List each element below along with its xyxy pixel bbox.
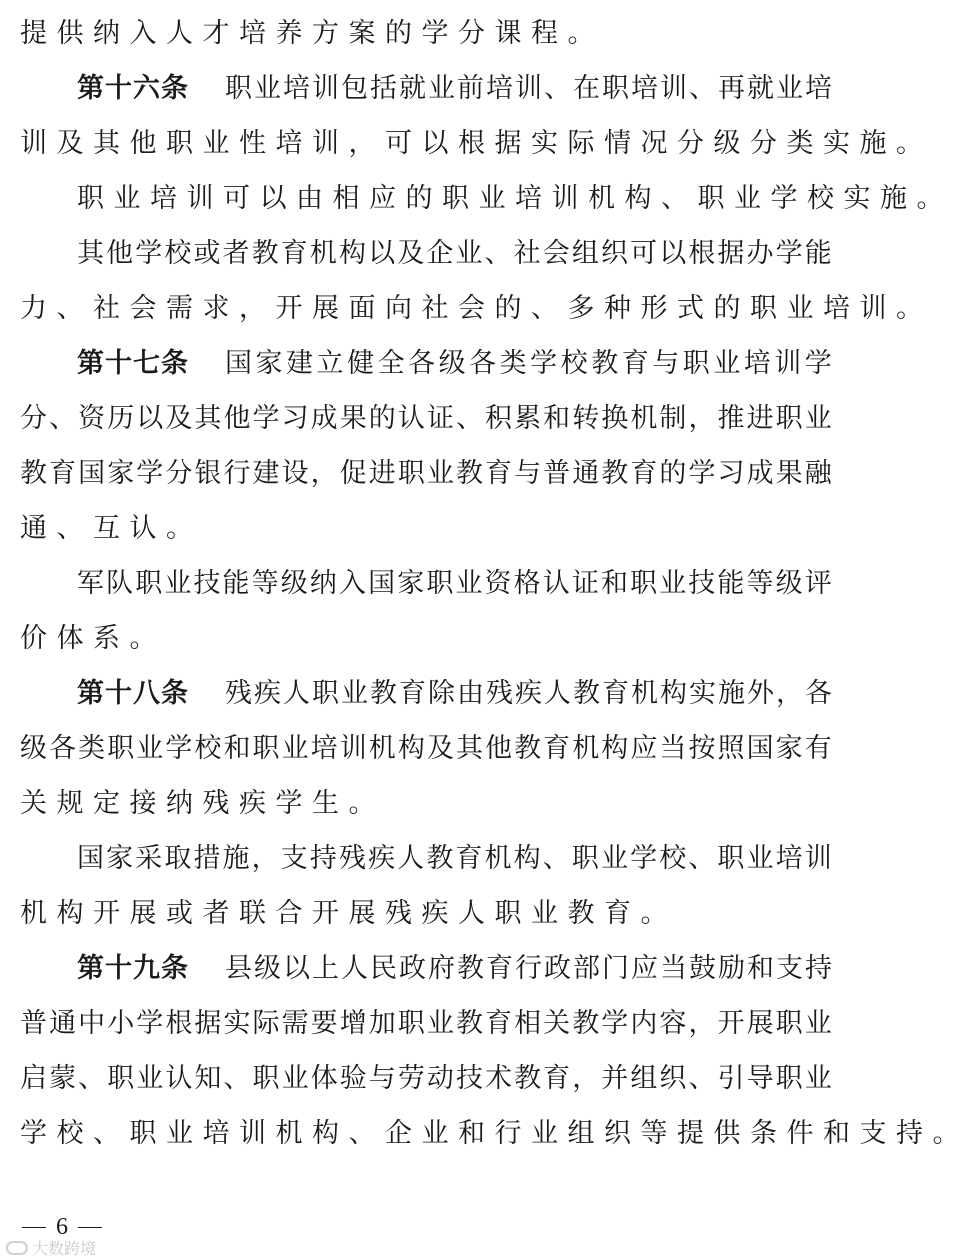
- text-line: [20, 124, 933, 164]
- footer-dash-left: [22, 1227, 46, 1229]
- footer-dash-right: [78, 1227, 102, 1229]
- article-heading: 第十八条: [77, 678, 189, 709]
- line-text: 分 、 资 历 以 及 其 他 学 习 成 果 的 认 证 、 积 累 和 转 换 机 制 ， 推 进 职 业: [20, 403, 832, 434]
- text-line: [20, 14, 832, 54]
- text-line: [20, 1059, 832, 1099]
- text-line: [20, 894, 832, 934]
- text-line: [20, 784, 832, 824]
- watermark: [6, 1236, 96, 1259]
- text-line: [77, 234, 832, 274]
- line-text: 国 家 采 取 措 施 ， 支 持 残 疾 人 教 育 机 构 、 职 业 学 校 、 职 业 培 训: [77, 843, 832, 874]
- article-heading: 第十七条: [77, 348, 189, 379]
- article-heading: 第十六条: [77, 73, 189, 104]
- line-text: 学校、职业培训机构、企业和行业组织等提供条件和支持。: [20, 1118, 969, 1149]
- text-line: [20, 289, 933, 329]
- watermark-text: 大数跨境: [32, 1239, 97, 1258]
- text-line: [77, 839, 832, 879]
- line-text: 提供纳入人才培养方案的学分课程。: [20, 18, 604, 49]
- text-line: [77, 69, 832, 109]
- text-line: [77, 344, 832, 384]
- text-line: [20, 1114, 969, 1154]
- line-text: 残 疾 人 职 业 教 育 除 由 残 疾 人 教 育 机 构 实 施 外 ， 各: [225, 678, 832, 709]
- text-line: [20, 454, 832, 494]
- text-line: [77, 949, 832, 989]
- text-line: [20, 619, 832, 659]
- line-text: 教 育 国 家 学 分 银 行 建 设 ， 促 进 职 业 教 育 与 普 通 教 育 的 学 习 成 果 融: [20, 458, 832, 489]
- line-text: 职业培训可以由相应的职业培训机构、职业学校实施。: [77, 183, 953, 214]
- line-text: 训及其他职业性培训，可以根据实际情况分级分类实施。: [20, 128, 933, 159]
- text-line: [20, 1004, 832, 1044]
- text-line: [77, 179, 953, 219]
- text-line: [77, 674, 832, 714]
- line-text: 力、社会需求，开展面向社会的、多种形式的职业培训。: [20, 293, 933, 324]
- text-line: [20, 729, 832, 769]
- line-text: 军 队 职 业 技 能 等 级 纳 入 国 家 职 业 资 格 认 证 和 职 业 技 能 等 级 评: [77, 568, 832, 599]
- line-text: 通、互认。: [20, 513, 203, 544]
- line-text: 县 级 以 上 人 民 政 府 教 育 行 政 部 门 应 当 鼓 励 和 支 持: [225, 953, 832, 984]
- line-text: 关规定接纳残疾学生。: [20, 788, 385, 819]
- text-line: [77, 564, 832, 604]
- watermark-logo-icon: [6, 1241, 28, 1255]
- article-heading: 第十九条: [77, 953, 189, 984]
- line-text: 其 他 学 校 或 者 教 育 机 构 以 及 企 业 、 社 会 组 织 可 以 根 据 办 学 能: [77, 238, 832, 269]
- line-text: 机构开展或者联合开展残疾人职业教育。: [20, 898, 677, 929]
- line-text: 启 蒙 、 职 业 认 知 、 职 业 体 验 与 劳 动 技 术 教 育 ， 并 组 织 、 引 导 职 业: [20, 1063, 832, 1094]
- line-text: 国 家 建 立 健 全 各 级 各 类 学 校 教 育 与 职 业 培 训 学: [225, 348, 832, 379]
- line-text: 普 通 中 小 学 根 据 实 际 需 要 增 加 职 业 教 育 相 关 教 学 内 容 ， 开 展 职 业: [20, 1008, 832, 1039]
- line-text: 职 业 培 训 包 括 就 业 前 培 训 、 在 职 培 训 、 再 就 业 培: [225, 73, 832, 104]
- text-line: [20, 509, 832, 549]
- page-number: 6: [56, 1214, 68, 1240]
- line-text: 级 各 类 职 业 学 校 和 职 业 培 训 机 构 及 其 他 教 育 机 构 应 当 按 照 国 家 有: [20, 733, 832, 764]
- text-line: [20, 399, 832, 439]
- line-text: 价体系。: [20, 623, 166, 654]
